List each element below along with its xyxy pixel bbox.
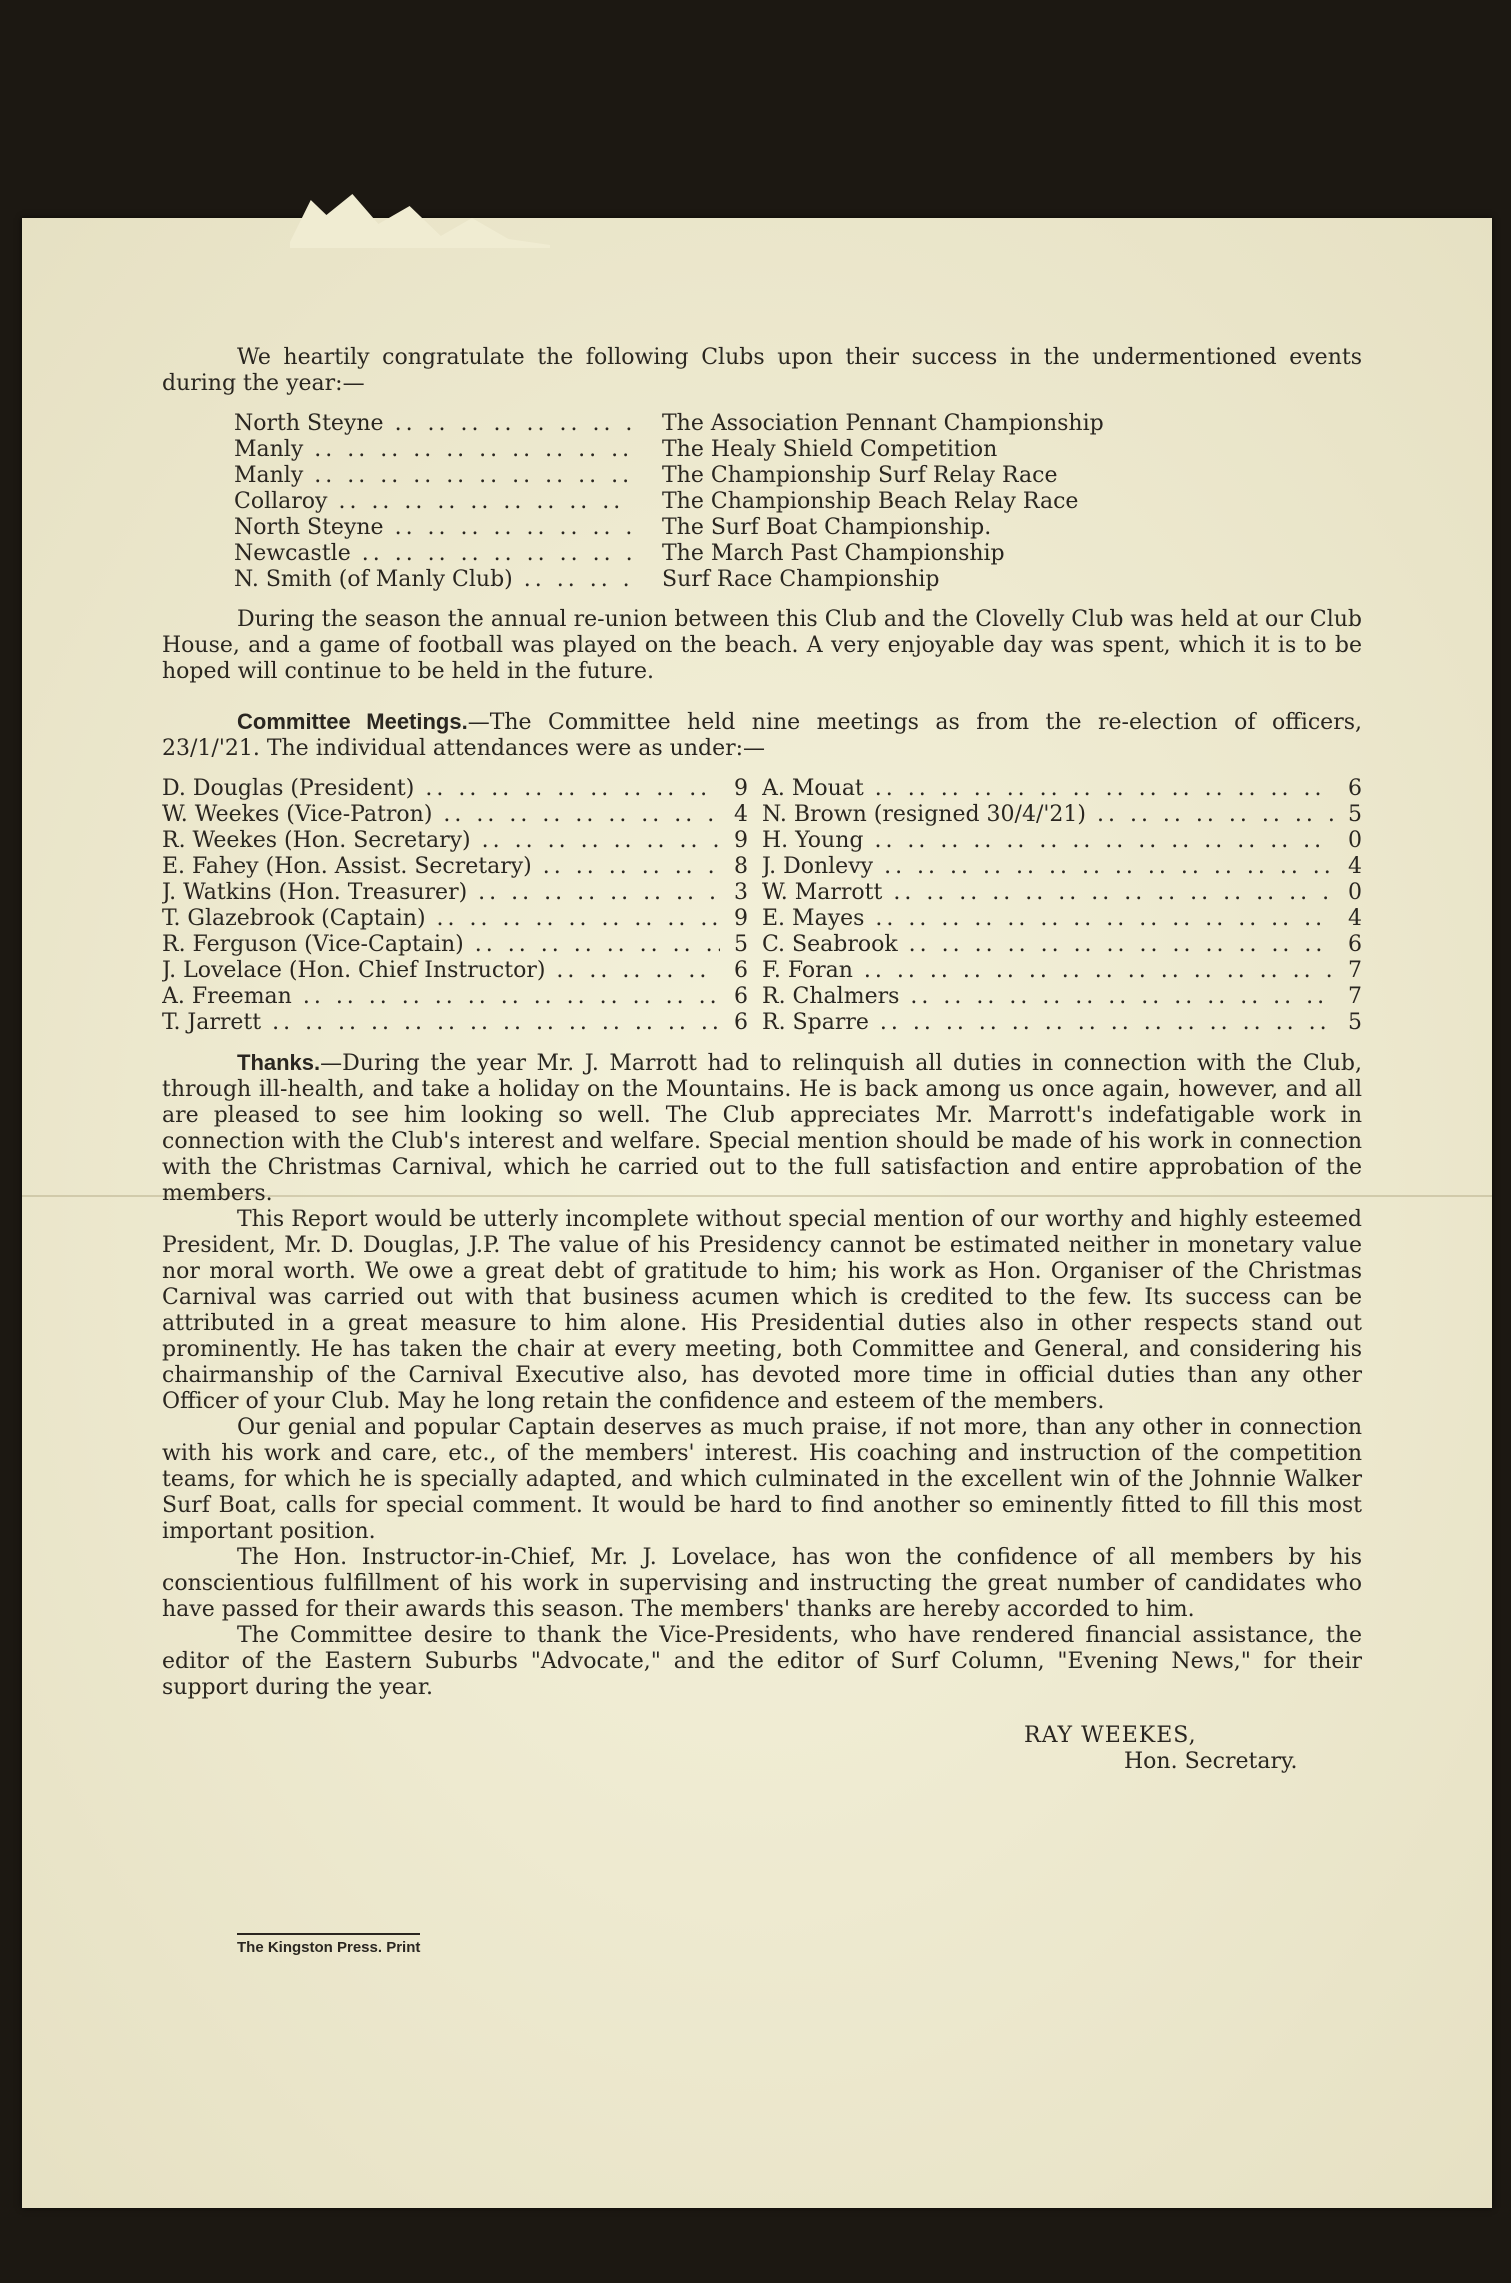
report-body: [162, 345, 1362, 1775]
attendance-count: 8: [734, 854, 748, 879]
attendance-name: T. Jarrett .. ..: [162, 1010, 720, 1036]
reunion-paragraph: During the season the annual re-union between this Club and the Clovelly Club was held at our Club House, and a game of football was played on the beach. A very enjoyable day was spent, which it is to be hoped will continue to be held in the future.: [162, 607, 1362, 684]
attendance-row: [162, 906, 762, 932]
club-event: Surf Race Championship: [662, 567, 940, 592]
attendance-row: [762, 958, 1362, 984]
attendance-count: 7: [1348, 984, 1362, 1009]
attendance-count: 5: [1348, 802, 1362, 827]
attendance-row: [762, 932, 1362, 958]
thanks-paragraph-4: The Hon. Instructor-in-Chief, Mr. J. Lovelace, has won the confidence of all members by his conscientious fulfillment of his work in supervising and instructing the great number of candidates who have passed for their awards this season. The members' thanks are hereby accorded to him.: [162, 1545, 1362, 1622]
attendance-row: [162, 802, 762, 828]
signature-block: [1024, 1723, 1362, 1775]
attendance-row: [162, 880, 762, 906]
attendance-row: [162, 958, 762, 984]
attendance-count: 0: [1348, 828, 1362, 853]
thanks-paragraph-3: Our genial and popular Captain deserves as much praise, if not more, than any other in connection with his work and care, etc., of the members' interest. His coaching and instruction of the competition teams, for which he is specially adapted, and which culminated in the excellent win of the Johnnie Walker Surf Boat, calls for special comment. It would be hard to find another so eminently fitted to fill this most important position.: [162, 1415, 1362, 1544]
attendance-row: [762, 776, 1362, 802]
club-name: Manly .. ..: [234, 463, 634, 489]
club-row: [234, 463, 1264, 489]
attendance-right-column: [762, 776, 1362, 1036]
attendance-row: [762, 880, 1362, 906]
signature-title: Hon. Secretary.: [1124, 1749, 1298, 1774]
club-event: The Championship Surf Relay Race: [662, 463, 1058, 488]
attendance-count: 6: [734, 1010, 748, 1035]
attendance-name: A. Mouat .. ..: [762, 776, 1334, 802]
club-event: The March Past Championship: [662, 541, 1005, 566]
attendance-row: [162, 828, 762, 854]
attendance-count: 6: [1348, 932, 1362, 957]
attendance-name: C. Seabrook .. ..: [762, 932, 1334, 958]
signature-name: RAY WEEKES,: [1024, 1723, 1197, 1748]
club-row: [234, 541, 1264, 567]
attendance-name: R. Ferguson (Vice-Captain) .. ..: [162, 932, 720, 958]
attendance-name: W. Marrott .. ..: [762, 880, 1334, 906]
attendance-row: [162, 984, 762, 1010]
club-event: The Championship Beach Relay Race: [662, 489, 1079, 514]
thanks-text-1: —During the year Mr. J. Marrott had to relinquish all duties in connection with the Club, through ill-health, and take a holiday on the Mountains. He is back among us once again, however, and all are pleased to see him looking so well. The Club appreciates Mr. Marrott's indefatigable work in connection with the Club's interest and welfare. Special mention should be made of his work in connection with the Christmas Carnival, which he carried out to the full satisfaction and entire approbation of the members.: [162, 1051, 1362, 1206]
attendance-row: [762, 1010, 1362, 1036]
attendance-count: 6: [734, 984, 748, 1009]
attendance-name: J. Watkins (Hon. Treasurer) .. ..: [162, 880, 720, 906]
attendance-table: [162, 776, 1362, 1036]
attendance-name: R. Sparre .. ..: [762, 1010, 1334, 1036]
attendance-name: H. Young .. ..: [762, 828, 1334, 854]
attendance-count: 5: [734, 932, 748, 957]
club-row: [234, 489, 1264, 515]
club-event: The Healy Shield Competition: [662, 437, 998, 462]
attendance-row: [762, 984, 1362, 1010]
attendance-name: N. Brown (resigned 30/4/'21) .. ..: [762, 802, 1334, 828]
attendance-row: [762, 828, 1362, 854]
attendance-count: 9: [734, 828, 748, 853]
attendance-count: 4: [1348, 854, 1362, 879]
attendance-name: A. Freeman .. ..: [162, 984, 720, 1010]
club-successes-list: [234, 411, 1264, 593]
club-name: N. Smith (of Manly Club) .. ..: [234, 567, 634, 593]
attendance-name: F. Foran .. ..: [762, 958, 1334, 984]
attendance-count: 3: [734, 880, 748, 905]
attendance-name: R. Weekes (Hon. Secretary) .. ..: [162, 828, 720, 854]
intro-paragraph: We heartily congratulate the following Clubs upon their success in the undermentioned events during the year:—: [162, 345, 1362, 396]
thanks-paragraph-1: [162, 1050, 1362, 1207]
attendance-left-column: [162, 776, 762, 1036]
thanks-heading: Thanks.: [237, 1050, 321, 1075]
thanks-paragraph-2: This Report would be utterly incomplete without special mention of our worthy and highly esteemed President, Mr. D. Douglas, J.P. The value of his Presidency cannot be estimated neither in monetary value nor moral worth. We owe a great debt of gratitude to him; his work as Hon. Organiser of the Christmas Carnival was carried out with that business acumen which is credited to the few. Its success can be attributed in a great measure to him alone. His Presidential duties also in other respects stand out prominently. He has taken the chair at every meeting, both Committee and General, and considering his chairmanship of the Carnival Executive also, has devoted more time in official duties than any other Officer of your Club. May he long retain the confidence and esteem of the members.: [162, 1207, 1362, 1414]
club-name: Manly .. ..: [234, 437, 634, 463]
attendance-count: 4: [734, 802, 748, 827]
attendance-row: [762, 802, 1362, 828]
committee-text: —The Committee held nine meetings as from the re-election of officers, 23/1/'21. The individual attendances were as under:—: [162, 710, 1362, 761]
club-event: The Surf Boat Championship.: [662, 515, 992, 540]
attendance-name: T. Glazebrook (Captain) .. ..: [162, 906, 720, 932]
attendance-count: 6: [1348, 776, 1362, 801]
attendance-name: J. Donlevy .. ..: [762, 854, 1334, 880]
club-name: North Steyne .. ..: [234, 515, 634, 541]
club-name: Collaroy .. ..: [234, 489, 634, 515]
club-row: [234, 567, 1264, 593]
club-name: Newcastle .. ..: [234, 541, 634, 567]
attendance-count: 5: [1348, 1010, 1362, 1035]
thanks-paragraph-5: The Committee desire to thank the Vice-Presidents, who have rendered financial assistance, the editor of the Eastern Suburbs "Advocate," and the editor of Surf Column, "Evening News," for their support during the year.: [162, 1623, 1362, 1700]
printer-imprint: The Kingston Press. Print: [237, 1933, 420, 1956]
attendance-count: 9: [734, 906, 748, 931]
attendance-count: 4: [1348, 906, 1362, 931]
club-name: North Steyne .. ..: [234, 411, 634, 437]
attendance-count: 9: [734, 776, 748, 801]
attendance-row: [162, 776, 762, 802]
attendance-count: 0: [1348, 880, 1362, 905]
attendance-row: [762, 906, 1362, 932]
attendance-name: E. Fahey (Hon. Assist. Secretary) .. ..: [162, 854, 720, 880]
attendance-name: D. Douglas (President) .. ..: [162, 776, 720, 802]
attendance-name: J. Lovelace (Hon. Chief Instructor) .. ..: [162, 958, 720, 984]
attendance-name: R. Chalmers .. ..: [762, 984, 1334, 1010]
attendance-row: [762, 854, 1362, 880]
club-row: [234, 411, 1264, 437]
attendance-row: [162, 932, 762, 958]
club-event: The Association Pennant Championship: [662, 411, 1104, 436]
attendance-count: 6: [734, 958, 748, 983]
attendance-name: W. Weekes (Vice-Patron) .. ..: [162, 802, 720, 828]
attendance-row: [162, 854, 762, 880]
attendance-row: [162, 1010, 762, 1036]
committee-heading: Committee Meetings.: [237, 709, 468, 734]
attendance-name: E. Mayes .. ..: [762, 906, 1334, 932]
attendance-count: 7: [1348, 958, 1362, 983]
committee-paragraph: [162, 709, 1362, 762]
club-row: [234, 515, 1264, 541]
club-row: [234, 437, 1264, 463]
